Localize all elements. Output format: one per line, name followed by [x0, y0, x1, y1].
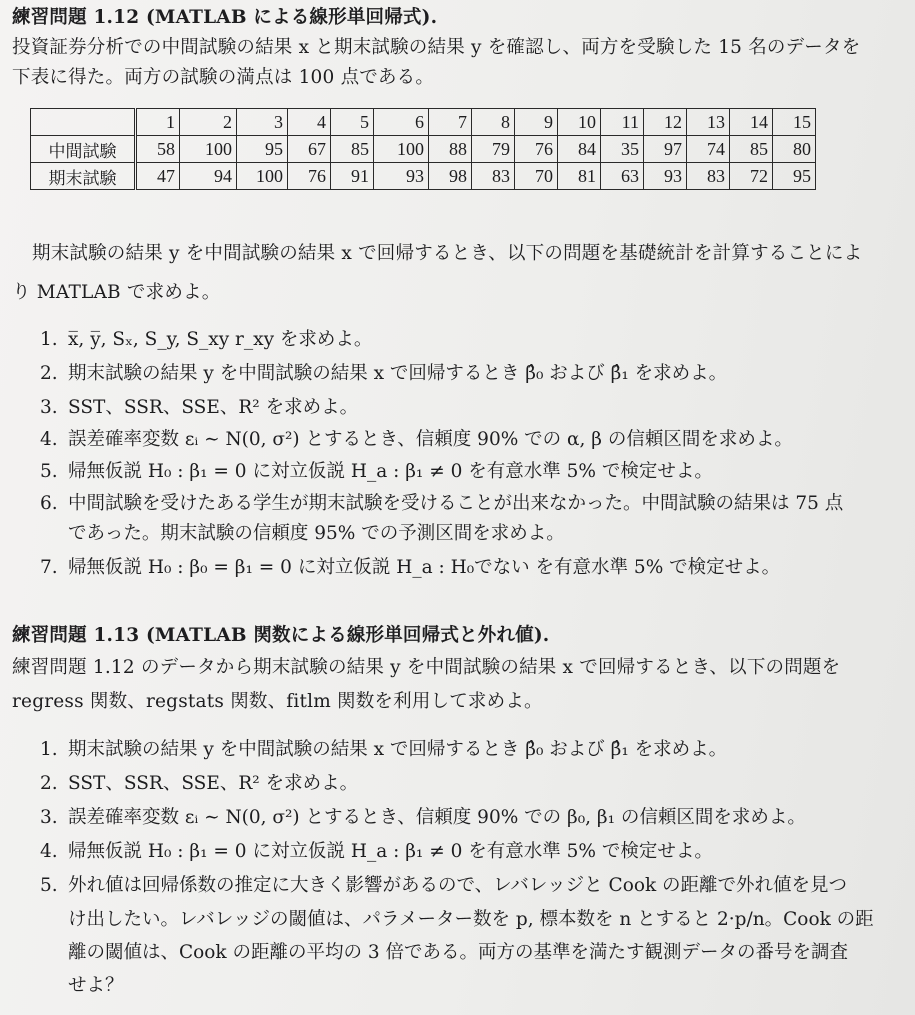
item-text: 期末試験の結果 y を中間試験の結果 x で回帰するとき β̂₀ および β̂₁ を求めよ。 — [68, 739, 728, 760]
item-text: 帰無仮説 H₀ : β₁ = 0 に対立仮説 H_a : β₁ ≠ 0 を有意水準 5% で検定せよ。 — [68, 461, 713, 482]
table-cell: 80 — [773, 136, 816, 163]
ex113-item-4 — [40, 840, 713, 864]
column-header: 1 — [136, 109, 180, 136]
column-header: 9 — [515, 109, 558, 136]
ex112-item-2 — [40, 362, 727, 386]
item-number: 4. — [40, 429, 58, 450]
table-cell: 83 — [472, 163, 515, 190]
table-corner-cell — [31, 109, 136, 136]
table-cell: 91 — [331, 163, 374, 190]
table-cell: 76 — [288, 163, 331, 190]
item-text: 誤差確率変数 εᵢ ∼ N(0, σ²) とするとき、信頼度 90% での β₀, β₁ の信頼区間を求めよ。 — [68, 807, 806, 828]
ex112-item-1 — [40, 328, 372, 352]
item-text: 期末試験の結果 y を中間試験の結果 x で回帰するとき β̂₀ および β̂₁ を求めよ。 — [68, 363, 728, 384]
item-number: 3. — [40, 397, 58, 418]
column-header: 5 — [331, 109, 374, 136]
column-header: 2 — [180, 109, 237, 136]
item-number: 6. — [40, 493, 58, 514]
item-text: 帰無仮説 H₀ : β₀ = β₁ = 0 に対立仮説 H_a : H₀でない を有意水準 5% で検定せよ。 — [68, 557, 781, 578]
item-number: 1. — [40, 329, 58, 350]
table-header-row — [31, 109, 816, 136]
table-cell: 83 — [687, 163, 730, 190]
table-cell: 100 — [237, 163, 288, 190]
ex112-item-6-cont: であった。期末試験の信頼度 95% での予測区間を求めよ。 — [68, 523, 565, 544]
column-header: 15 — [773, 109, 816, 136]
table-cell: 95 — [773, 163, 816, 190]
table-cell: 81 — [558, 163, 601, 190]
ex113-item-5-cont1: け出したい。レバレッジの閾値は、パラメーター数を p, 標本数を n とすると 2·p/n。Cook の距 — [68, 909, 874, 930]
table-row-final — [31, 163, 816, 190]
ex112-item-3 — [40, 396, 358, 420]
item-number: 5. — [40, 461, 58, 482]
table-cell: 93 — [374, 163, 429, 190]
table-cell: 97 — [644, 136, 687, 163]
table-cell: 74 — [687, 136, 730, 163]
item-text: 外れ値は回帰係数の推定に大きく影響があるので、レバレッジと Cook の距離で外れ値を見つ — [68, 875, 848, 896]
ex113-item-5-cont3: せよ？ — [68, 975, 124, 996]
table-cell: 98 — [429, 163, 472, 190]
table-cell: 58 — [136, 136, 180, 163]
item-text: 帰無仮説 H₀ : β₁ = 0 に対立仮説 H_a : β₁ ≠ 0 を有意水準 5% で検定せよ。 — [68, 841, 713, 862]
item-number: 4. — [40, 841, 58, 862]
table-cell: 79 — [472, 136, 515, 163]
column-header: 7 — [429, 109, 472, 136]
column-header: 14 — [730, 109, 773, 136]
exercise-1-13-title: 練習問題 1.13 (MATLAB 関数による線形単回帰式と外れ値). — [12, 625, 550, 646]
ex112-item-5 — [40, 460, 713, 484]
table-cell: 94 — [180, 163, 237, 190]
item-text: 中間試験を受けたある学生が期末試験を受けることが出来なかった。中間試験の結果は 75 点 — [68, 493, 844, 514]
row-label-midterm: 中間試験 — [31, 136, 136, 163]
item-number: 1. — [40, 739, 58, 760]
ex113-item-2 — [40, 772, 358, 796]
score-table — [30, 108, 816, 190]
item-text: SST、SSR、SSE、R² を求めよ。 — [68, 773, 359, 794]
column-header: 13 — [687, 109, 730, 136]
ex112-item-6 — [40, 492, 843, 516]
item-number: 2. — [40, 363, 58, 384]
exercise-1-12-intro-line1: 投資証券分析での中間試験の結果 x と期末試験の結果 y を確認し、両方を受験した 15 名のデータを — [12, 37, 861, 58]
exercise-1-13-intro-line1: 練習問題 1.12 のデータから期末試験の結果 y を中間試験の結果 x で回帰するとき、以下の問題を — [12, 657, 841, 678]
item-number: 5. — [40, 875, 58, 896]
table-cell: 85 — [730, 136, 773, 163]
item-number: 3. — [40, 807, 58, 828]
table-cell: 100 — [374, 136, 429, 163]
table-cell: 88 — [429, 136, 472, 163]
table-cell: 72 — [730, 163, 773, 190]
table-cell: 35 — [601, 136, 644, 163]
column-header: 11 — [601, 109, 644, 136]
item-number: 2. — [40, 773, 58, 794]
column-header: 8 — [472, 109, 515, 136]
item-text: 誤差確率変数 εᵢ ∼ N(0, σ²) とするとき、信頼度 90% での α, β の信頼区間を求めよ。 — [68, 429, 793, 450]
item-text: x̅, y̅, Sₓ, S_y, S_xy r_xy を求めよ。 — [68, 329, 373, 350]
table-cell: 95 — [237, 136, 288, 163]
column-header: 10 — [558, 109, 601, 136]
table-cell: 70 — [515, 163, 558, 190]
exercise-1-13-intro-line2: regress 関数、regstats 関数、fitlm 関数を利用して求めよ。 — [12, 691, 543, 712]
table-cell: 67 — [288, 136, 331, 163]
ex113-item-3 — [40, 806, 806, 830]
ex113-item-1 — [40, 738, 727, 762]
column-header: 3 — [237, 109, 288, 136]
exercise-1-12-para-line1: 期末試験の結果 y を中間試験の結果 x で回帰するとき、以下の問題を基礎統計を計算することによ — [32, 243, 863, 264]
exercise-1-12-intro-line2: 下表に得た。両方の試験の満点は 100 点である。 — [12, 67, 435, 88]
item-text: SST、SSR、SSE、R² を求めよ。 — [68, 397, 359, 418]
exercise-1-12-para-line2: り MATLAB で求めよ。 — [12, 282, 221, 303]
ex112-item-7 — [40, 556, 780, 580]
table-row-midterm — [31, 136, 816, 163]
table-cell: 76 — [515, 136, 558, 163]
column-header: 12 — [644, 109, 687, 136]
table-cell: 47 — [136, 163, 180, 190]
ex113-item-5-cont2: 離の閾値は、Cook の距離の平均の 3 倍である。両方の基準を満たす観測データの番号を調査 — [68, 942, 849, 963]
table-cell: 100 — [180, 136, 237, 163]
table-cell: 63 — [601, 163, 644, 190]
ex113-item-5 — [40, 874, 847, 898]
column-header: 4 — [288, 109, 331, 136]
row-label-final: 期末試験 — [31, 163, 136, 190]
table-cell: 85 — [331, 136, 374, 163]
table-cell: 84 — [558, 136, 601, 163]
exercise-1-12-title: 練習問題 1.12 (MATLAB による線形単回帰式). — [12, 7, 438, 28]
table-cell: 93 — [644, 163, 687, 190]
item-number: 7. — [40, 557, 58, 578]
ex112-item-4 — [40, 428, 793, 452]
column-header: 6 — [374, 109, 429, 136]
